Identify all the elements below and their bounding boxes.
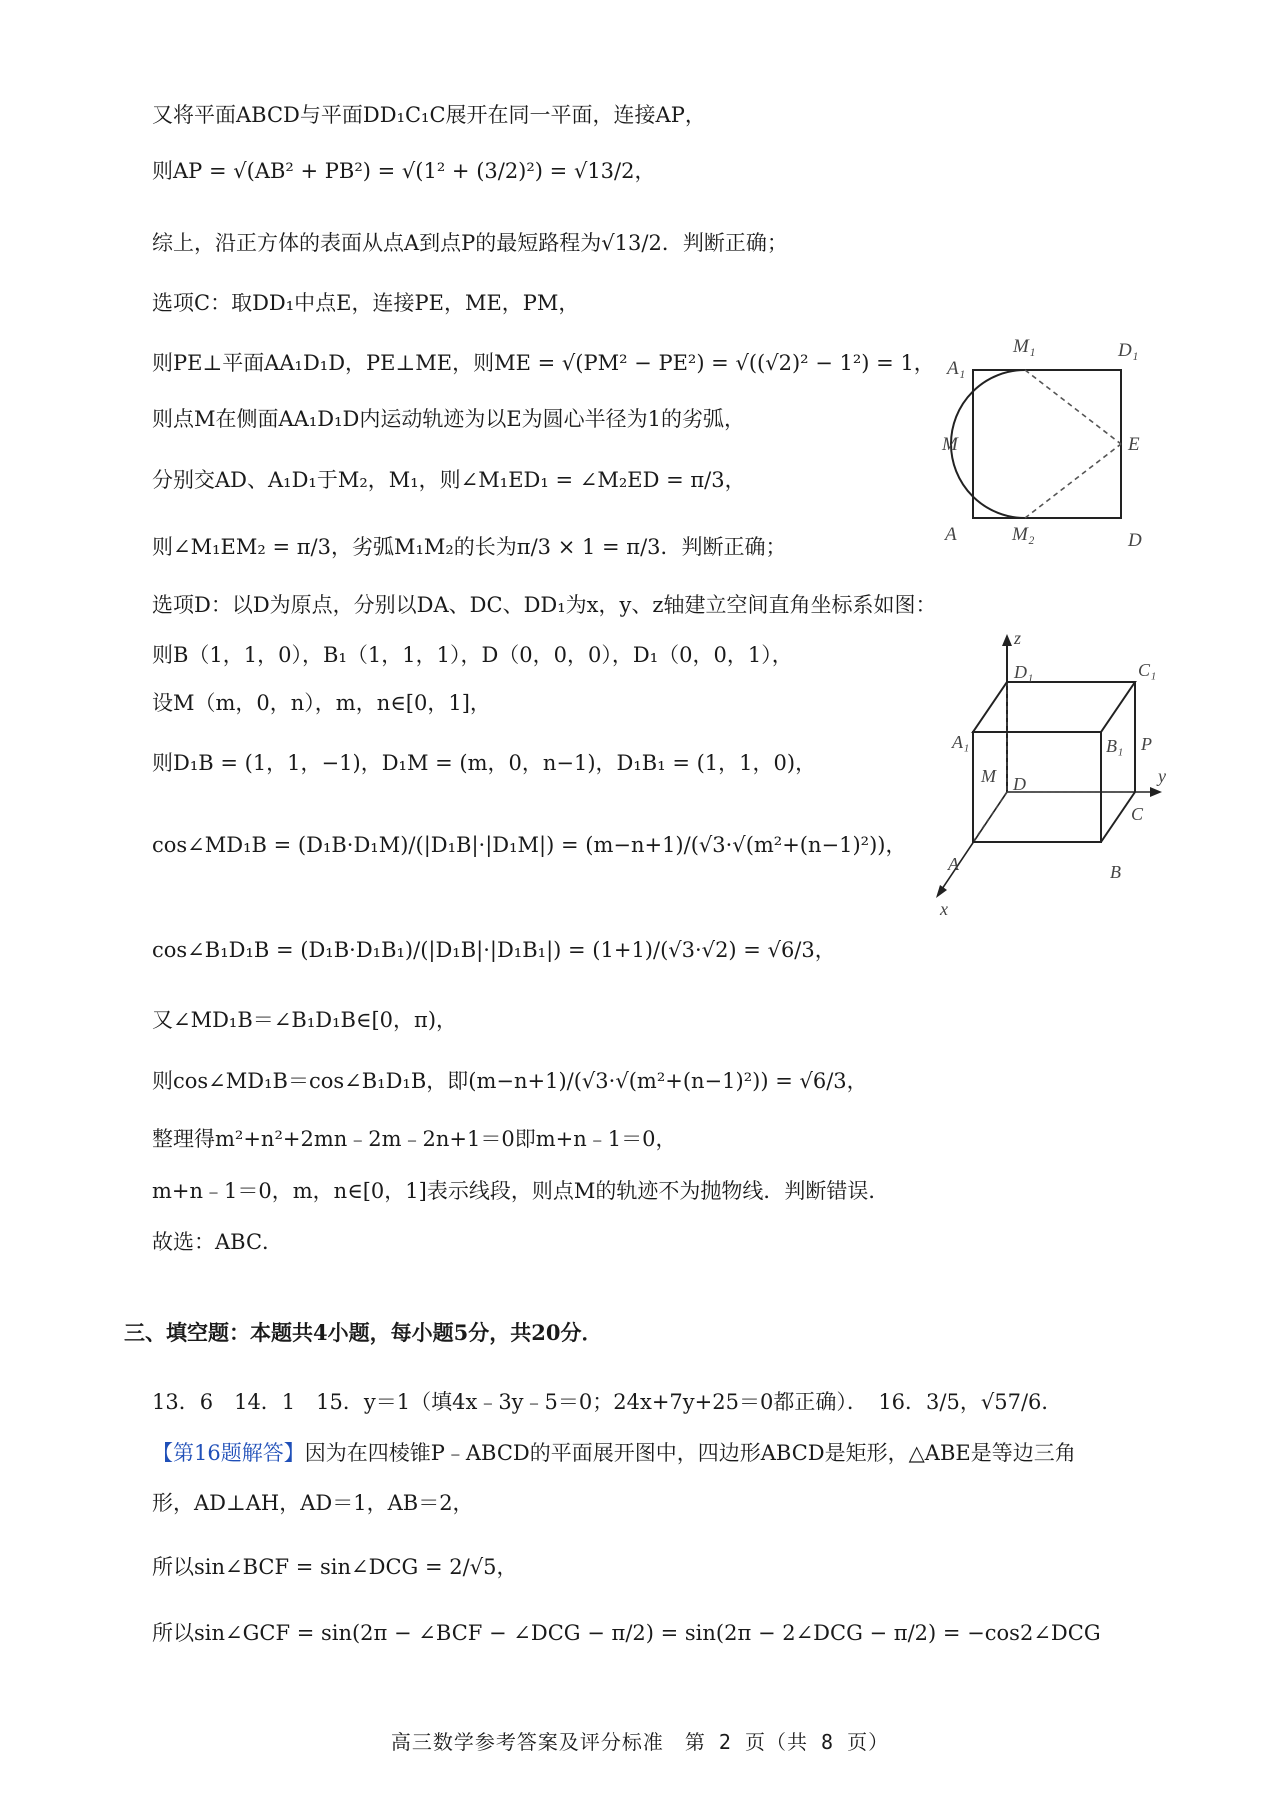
label-x: x xyxy=(940,899,948,919)
label-d1: D₁ xyxy=(1118,340,1139,361)
q16-line-4 xyxy=(152,1618,1101,1648)
text-line-4 xyxy=(152,288,579,318)
line-4-text: 选项C：取DD₁中点E，连接PE，ME，PM， xyxy=(152,291,580,315)
text-line-6 xyxy=(152,404,745,434)
line-3-text: 综上，沿正方体的表面从点A到点P的最短路程为√13/2．判断正确； xyxy=(152,231,788,255)
q16-line-2-text: 形，AD⊥AH，AD＝1，AB＝2， xyxy=(152,1491,474,1515)
line-14-text: cos∠B₁D₁B = (D₁B·D₁B₁)/(|D₁B|·|D₁B₁|) = (1+1)/(√3·√2) = √6/3， xyxy=(152,938,836,962)
line-12-text: 则D₁B = (1，1，−1)，D₁M = (m，0，n−1)，D₁B₁ = (1，1，0)， xyxy=(152,751,817,775)
q16-line-3-text: 所以sin∠BCF = sin∠DCG = 2/√5， xyxy=(152,1555,518,1579)
line-15-text: 又∠MD₁B＝∠B₁D₁B∈[0，π)， xyxy=(152,1008,458,1032)
line-16-text: 则cos∠MD₁B＝cos∠B₁D₁B，即(m−n+1)/(√3·√(m²+(n−1)²)) = √6/3， xyxy=(152,1069,868,1093)
text-line-8 xyxy=(152,532,787,562)
text-line-13 xyxy=(152,830,906,860)
answers-text: 13．6 14．1 15．y＝1（填4x﹣3y﹣5＝0；24x+7y+25＝0都正确）． 16．3/5，√57/6． xyxy=(152,1390,1063,1414)
text-line-15 xyxy=(152,1005,457,1035)
q16-line-4-text: 所以sin∠GCF = sin(2π − ∠BCF − ∠DCG − π/2) = sin(2π − 2∠DCG − π/2) = −cos2∠DCG xyxy=(152,1621,1101,1645)
label-d: D xyxy=(1128,530,1142,551)
section-title xyxy=(124,1318,602,1348)
label-y: y xyxy=(1158,766,1166,786)
text-line-18 xyxy=(152,1176,889,1206)
line-8-text: 则∠M₁EM₂ = π/3，劣弧M₁M₂的长为π/3 × 1 = π/3．判断正确； xyxy=(152,535,787,559)
q16-line-1 xyxy=(152,1438,1076,1468)
label-a: A xyxy=(948,854,959,874)
text-line-9 xyxy=(152,590,936,620)
text-line-2 xyxy=(152,156,655,186)
text-line-17 xyxy=(152,1124,677,1154)
label-m2: M₂ xyxy=(1012,524,1035,545)
section-title-text: 三、填空题：本题共4小题，每小题5分，共20分． xyxy=(124,1320,603,1345)
front-face xyxy=(973,732,1101,842)
edge-bc xyxy=(1101,792,1135,842)
label-a1: A₁ xyxy=(947,358,966,379)
label-m: M xyxy=(942,434,958,455)
text-line-5 xyxy=(152,348,935,378)
q16-line-2 xyxy=(152,1488,474,1518)
text-line-12 xyxy=(152,748,816,778)
label-a1: A₁ xyxy=(952,732,970,752)
z-arrow-icon xyxy=(1002,634,1012,646)
line-17-text: 整理得m²+n²+2mn﹣2m﹣2n+1＝0即m+n﹣1＝0， xyxy=(152,1127,677,1151)
square-face xyxy=(973,370,1121,518)
text-line-16 xyxy=(152,1066,868,1096)
label-d: D xyxy=(1013,774,1026,794)
text-line-14 xyxy=(152,935,836,965)
line-5-text: 则PE⊥平面AA₁D₁D，PE⊥ME，则ME = √(PM² − PE²) = √((√2)² − 1²) = 1， xyxy=(152,351,935,375)
y-arrow-icon xyxy=(1150,787,1162,797)
label-b1: B₁ xyxy=(1106,736,1124,756)
line-13-text: cos∠MD₁B = (D₁B·D₁M)/(|D₁B|·|D₁M|) = (m−n+1)/(√3·√(m²+(n−1)²))， xyxy=(152,833,907,857)
x-arrow-icon xyxy=(936,885,947,898)
page-footer xyxy=(0,1726,1280,1755)
text-line-7 xyxy=(152,465,746,495)
text-line-10 xyxy=(152,640,793,670)
q16-line-1-text: 因为在四棱锥P﹣ABCD的平面展开图中，四边形ABCD是矩形，△ABE是等边三角 xyxy=(304,1441,1076,1465)
label-m: M xyxy=(981,766,996,786)
line-7-text: 分别交AD、A₁D₁于M₂，M₁，则∠M₁ED₁ = ∠M₂ED = π/3， xyxy=(152,468,746,492)
line-19-text: 故选：ABC． xyxy=(152,1230,284,1254)
label-e: E xyxy=(1128,434,1140,455)
line-10-text: 则B（1，1，0），B₁（1，1，1），D（0，0，0），D₁（0，0，1）， xyxy=(152,643,793,667)
q16-tag: 【第16题解答】 xyxy=(152,1441,305,1465)
label-z: z xyxy=(1014,630,1022,648)
label-m1: M₁ xyxy=(1013,336,1036,357)
label-d1: D₁ xyxy=(1014,662,1034,682)
footer-text: 高三数学参考答案及评分标准 第 2 页（共 8 页） xyxy=(390,1730,890,1754)
line-9-text: 选项D：以D为原点，分别以DA、DC、DD₁为x，y、z轴建立空间直角坐标系如图： xyxy=(152,593,937,617)
label-c1: C₁ xyxy=(1138,660,1157,680)
label-p: P xyxy=(1141,734,1152,754)
top-face xyxy=(973,682,1135,732)
text-line-1 xyxy=(152,100,706,130)
minor-arc xyxy=(951,370,1025,518)
line-1-text: 又将平面ABCD与平面DD₁C₁C展开在同一平面，连接AP， xyxy=(152,103,706,127)
cube-coordinate-figure xyxy=(930,630,1180,920)
text-line-19 xyxy=(152,1227,283,1257)
q16-line-3 xyxy=(152,1552,517,1582)
text-line-3 xyxy=(152,228,788,258)
answers-line xyxy=(152,1387,1062,1417)
face-arc-figure xyxy=(930,320,1160,560)
label-c: C xyxy=(1131,804,1144,824)
line-11-text: 设M（m，0，n），m，n∈[0，1]， xyxy=(152,691,491,715)
dashed-m1-e xyxy=(1025,370,1121,444)
line-2-text: 则AP = √(AB² + PB²) = √(1² + (3/2)²) = √13/2， xyxy=(152,159,656,183)
dashed-m2-e xyxy=(1025,444,1121,518)
text-line-11 xyxy=(152,688,491,718)
label-b: B xyxy=(1110,862,1121,882)
label-a: A xyxy=(945,524,957,545)
line-6-text: 则点M在侧面AA₁D₁D内运动轨迹为以E为圆心半径为1的劣弧， xyxy=(152,407,746,431)
line-18-text: m+n﹣1＝0，m，n∈[0，1]表示线段，则点M的轨迹不为抛物线．判断错误． xyxy=(152,1179,890,1203)
